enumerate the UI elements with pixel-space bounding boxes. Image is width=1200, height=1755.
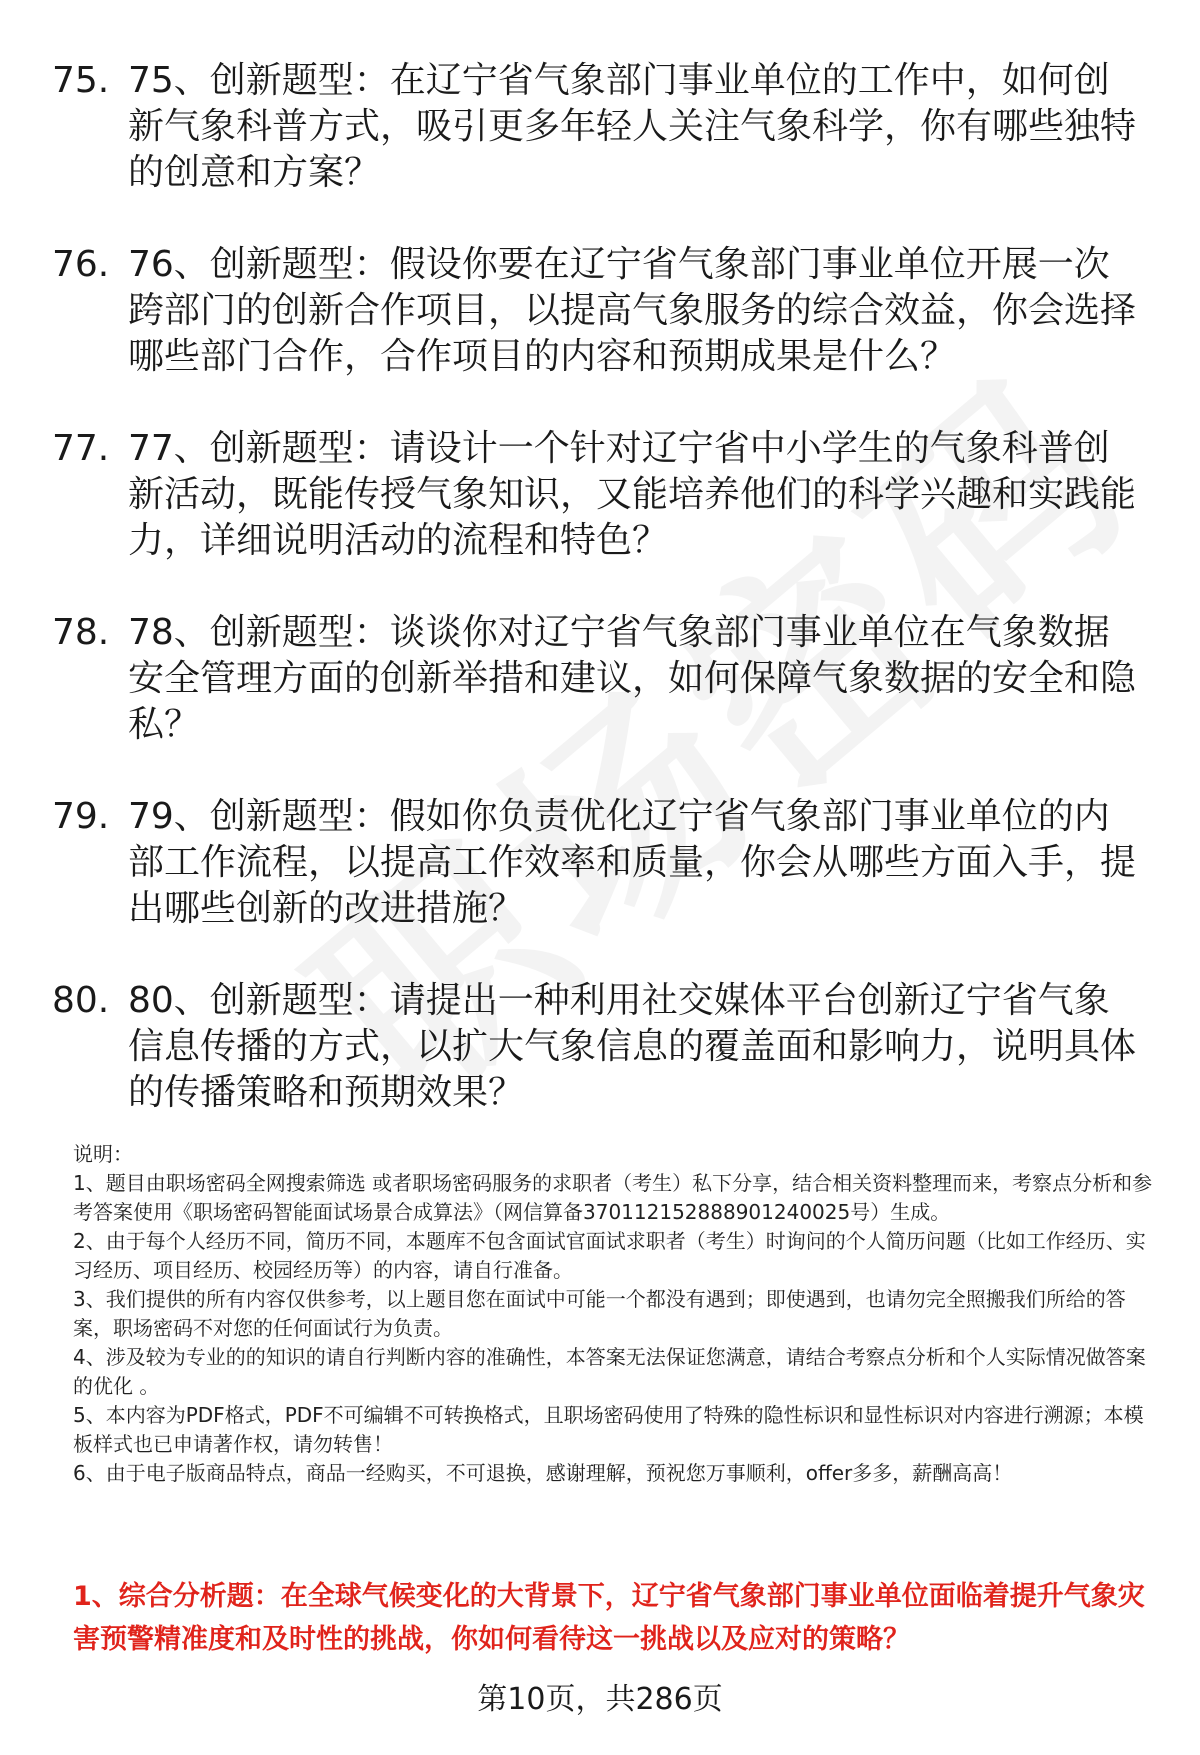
question-item bbox=[0, 58, 1200, 196]
notes-heading: 说明： bbox=[73, 1142, 133, 1166]
highlight-question: 1、综合分析题：在全球气候变化的大背景下，辽宁省气象部门事业单位面临着提升气象灾害预警精准度和及时性的挑战，你如何看待这一挑战以及应对的策略？ bbox=[73, 1581, 1145, 1655]
note-item: 3、我们提供的所有内容仅供参考，以上题目您在面试中可能一个都没有遇到；即使遇到，也请勿完全照搬我们所给的答案，职场密码不对您的任何面试行为负责。 bbox=[73, 1287, 1126, 1340]
question-number: 79. bbox=[52, 796, 110, 837]
question-number: 78. bbox=[52, 612, 110, 653]
question-number: 75. bbox=[52, 60, 110, 101]
note-item: 1、题目由职场密码全网搜索筛选 或者职场密码服务的求职者（考生）私下分享，结合相关资料整理而来，考察点分析和参考答案使用《职场密码智能面试场景合成算法》（网信算备370112152888901240025号）生成。 bbox=[73, 1171, 1153, 1224]
note-item: 5、本内容为PDF格式，PDF不可编辑不可转换格式，且职场密码使用了特殊的隐性标识和显性标识对内容进行溯源；本模板样式也已申请著作权，请勿转售！ bbox=[73, 1403, 1144, 1456]
question-number: 80. bbox=[52, 980, 110, 1021]
question-text: 76、创新题型：假设你要在辽宁省气象部门事业单位开展一次跨部门的创新合作项目，以提高气象服务的综合效益，你会选择哪些部门合作，合作项目的内容和预期成果是什么？ bbox=[128, 244, 1137, 377]
note-item: 6、由于电子版商品特点，商品一经购买，不可退换，感谢理解，预祝您万事顺利，offer多多，薪酬高高！ bbox=[73, 1461, 1013, 1485]
question-list bbox=[0, 58, 1200, 1162]
note-item: 2、由于每个人经历不同，简历不同，本题库不包含面试官面试求职者（考生）时询问的个人简历问题（比如工作经历、实习经历、项目经历、校园经历等）的内容，请自行准备。 bbox=[73, 1229, 1146, 1282]
note-item: 4、涉及较为专业的的知识的请自行判断内容的准确性，本答案无法保证您满意，请结合考察点分析和个人实际情况做答案的优化 。 bbox=[73, 1345, 1146, 1398]
question-text: 80、创新题型：请提出一种利用社交媒体平台创新辽宁省气象信息传播的方式，以扩大气象信息的覆盖面和影响力，说明具体的传播策略和预期效果？ bbox=[128, 980, 1137, 1113]
question-item bbox=[0, 794, 1200, 932]
question-item bbox=[0, 426, 1200, 564]
question-text: 77、创新题型：请设计一个针对辽宁省中小学生的气象科普创新活动，既能传授气象知识，又能培养他们的科学兴趣和实践能力，详细说明活动的流程和特色？ bbox=[128, 428, 1137, 561]
question-text: 79、创新题型：假如你负责优化辽宁省气象部门事业单位的内部工作流程，以提高工作效率和质量，你会从哪些方面入手，提出哪些创新的改进措施？ bbox=[128, 796, 1137, 929]
question-text: 78、创新题型：谈谈你对辽宁省气象部门事业单位在气象数据安全管理方面的创新举措和建议，如何保障气象数据的安全和隐私？ bbox=[128, 612, 1137, 745]
page-number: 第10页，共286页 bbox=[477, 1682, 723, 1717]
question-item bbox=[0, 978, 1200, 1116]
question-item bbox=[0, 242, 1200, 380]
notes-section bbox=[73, 1140, 1158, 1488]
question-text: 75、创新题型：在辽宁省气象部门事业单位的工作中，如何创新气象科普方式，吸引更多年轻人关注气象科学，你有哪些独特的创意和方案？ bbox=[128, 60, 1137, 193]
question-number: 76. bbox=[52, 244, 110, 285]
question-number: 77. bbox=[52, 428, 110, 469]
question-item bbox=[0, 610, 1200, 748]
